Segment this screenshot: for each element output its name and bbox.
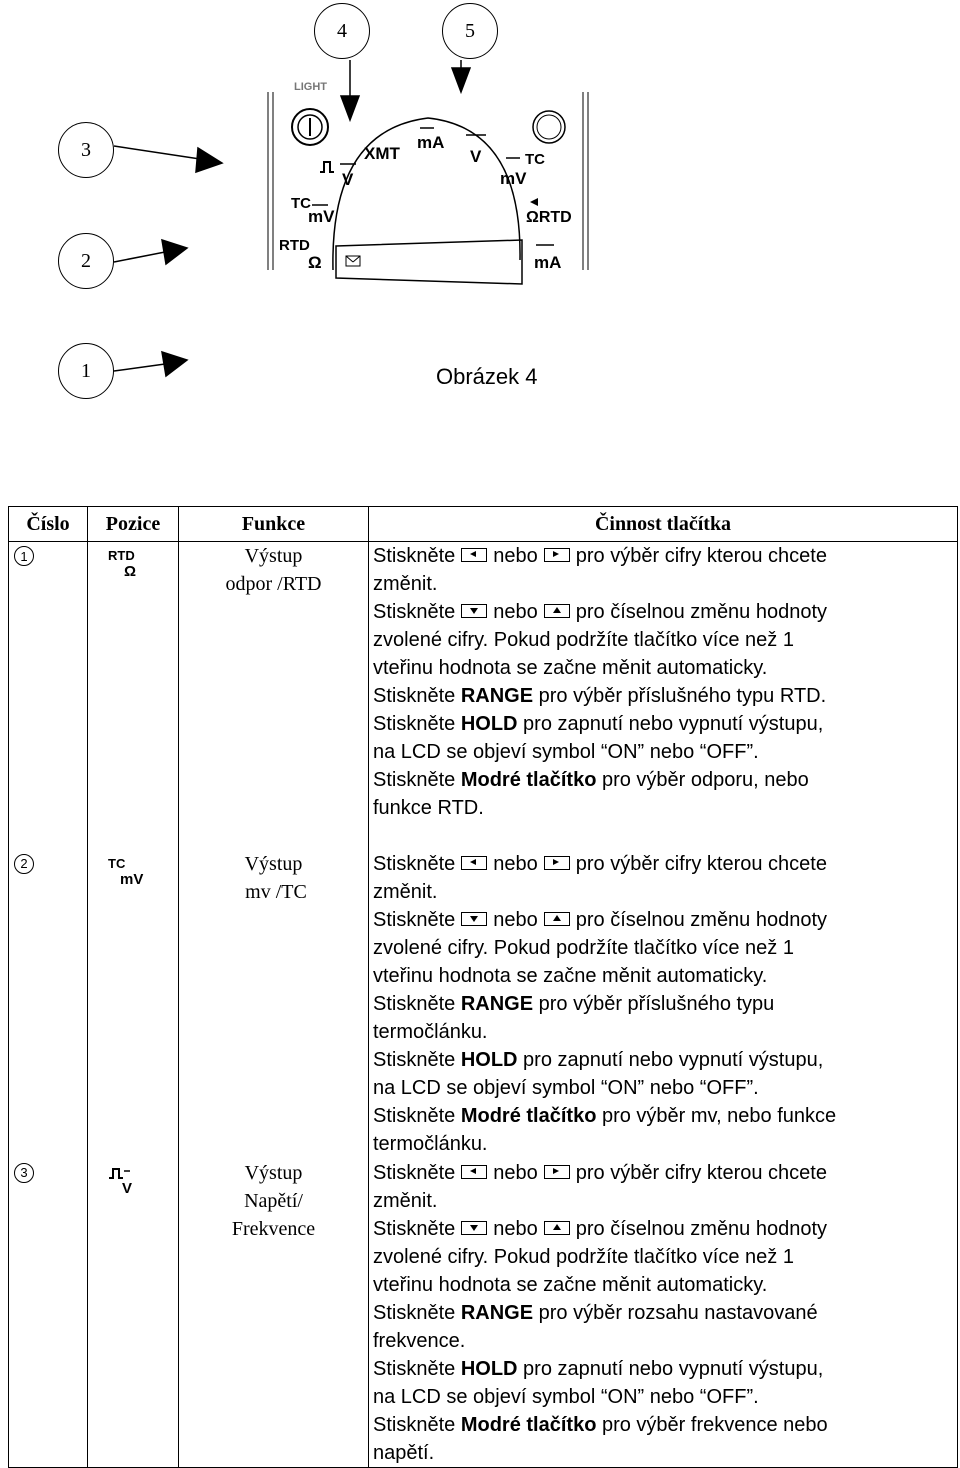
pulse-v-label: V: [342, 170, 354, 189]
ma-bottom-label: mA: [534, 253, 562, 272]
ohm-left-label: Ω: [308, 253, 322, 272]
pulse-voltage-symbol-icon: V: [108, 1165, 178, 1197]
action-cell: Stiskněte nebo pro výběr cifry kterou chcete změnit. Stiskněte nebo pro číselnou změnu hodnoty zvolené cifry. Pokud podržíte tlačítko více než 1 vteřinu hodnota se začne měnit automaticky. Stiskněte RANGE pro výběr příslušného typu termočlánku. Stiskněte HOLD pro zapnutí nebo vypnutí výstupu, na LCD se objeví symbol “ON” nebo “OFF”. Stiskněte Modré tlačítko pro výběr mv, nebo funkce termočlánku.: [369, 850, 958, 1159]
tc-mv-symbol-icon: TC mV: [108, 855, 144, 888]
header-position: Pozice: [88, 507, 179, 542]
right-arrow-button-icon: [544, 856, 570, 870]
callout-4: 4: [314, 3, 370, 59]
device-drawing: [0, 0, 960, 500]
action-cell: Stiskněte nebo pro výběr cifry kterou chcete změnit. Stiskněte nebo pro číselnou změnu hodnoty zvolené cifry. Pokud podržíte tlačítko více než 1 vteřinu hodnota se začne měnit automaticky. Stiskněte RANGE pro výběr příslušného typu RTD. Stiskněte HOLD pro zapnutí nebo vypnutí výstupu, na LCD se objeví symbol “ON” nebo “OFF”. Stiskněte Modré tlačítko pro výběr odporu, nebo funkce RTD.: [369, 542, 958, 850]
row-number: 2: [14, 854, 34, 874]
button-operations-table: [8, 506, 958, 1468]
header-number: Číslo: [9, 507, 88, 542]
down-arrow-button-icon: [461, 1221, 487, 1235]
ohm-rtd-right-label: ΩRTD: [526, 209, 572, 226]
table-row: [9, 1159, 958, 1468]
figure-4: [0, 0, 960, 500]
up-arrow-button-icon: [544, 1221, 570, 1235]
callout-2: 2: [58, 233, 114, 289]
callout-5: 5: [442, 3, 498, 59]
action-cell: Stiskněte nebo pro výběr cifry kterou chcete změnit. Stiskněte nebo pro číselnou změnu hodnoty zvolené cifry. Pokud podržíte tlačítko více než 1 vteřinu hodnota se začne měnit automaticky. Stiskněte RANGE pro výběr rozsahu nastavované frekvence. Stiskněte HOLD pro zapnutí nebo vypnutí výstupu, na LCD se objeví symbol “ON” nebo “OFF”. Stiskněte Modré tlačítko pro výběr frekvence nebo napětí.: [369, 1159, 958, 1468]
function-cell: Výstup Napětí/ Frekvence: [179, 1159, 369, 1468]
row-number-cell: [9, 1159, 88, 1468]
header-function: Funkce: [179, 507, 369, 542]
ma-top-label: mA: [417, 133, 445, 152]
right-arrow-button-icon: [544, 548, 570, 562]
row-number: 1: [14, 546, 34, 566]
left-arrow-button-icon: [461, 548, 487, 562]
row-number-cell: [9, 850, 88, 1159]
xmt-label: XMT: [364, 144, 400, 163]
left-arrow-button-icon: [461, 856, 487, 870]
position-cell: [88, 1159, 179, 1468]
tc-left-label: TC: [291, 195, 311, 212]
light-label: LIGHT: [294, 81, 327, 93]
figure-caption: Obrázek 4: [436, 364, 538, 389]
down-arrow-button-icon: [461, 912, 487, 926]
callout-1: 1: [58, 343, 114, 399]
table-header-row: [9, 507, 958, 542]
rtd-ohm-symbol-icon: RTD Ω: [108, 548, 137, 580]
row-number: 3: [14, 1163, 34, 1183]
position-cell: [88, 850, 179, 1159]
function-cell: Výstup mv /TC: [179, 850, 369, 1159]
rtd-left-label: RTD: [279, 237, 310, 254]
v-top-label: V: [470, 147, 482, 166]
row-number-cell: [9, 542, 88, 850]
table-row: [9, 850, 958, 1159]
header-button-action: Činnost tlačítka: [369, 507, 958, 542]
callout-3: 3: [58, 122, 114, 178]
function-cell: Výstup odpor /RTD: [179, 542, 369, 850]
table-row: [9, 542, 958, 850]
left-arrow-button-icon: [461, 1165, 487, 1179]
down-arrow-button-icon: [461, 604, 487, 618]
mv-right-label: mV: [500, 169, 527, 188]
right-arrow-button-icon: [544, 1165, 570, 1179]
tc-right-label: TC: [525, 151, 545, 168]
position-cell: [88, 542, 179, 850]
up-arrow-button-icon: [544, 604, 570, 618]
mv-left-label: mV: [308, 207, 335, 226]
up-arrow-button-icon: [544, 912, 570, 926]
